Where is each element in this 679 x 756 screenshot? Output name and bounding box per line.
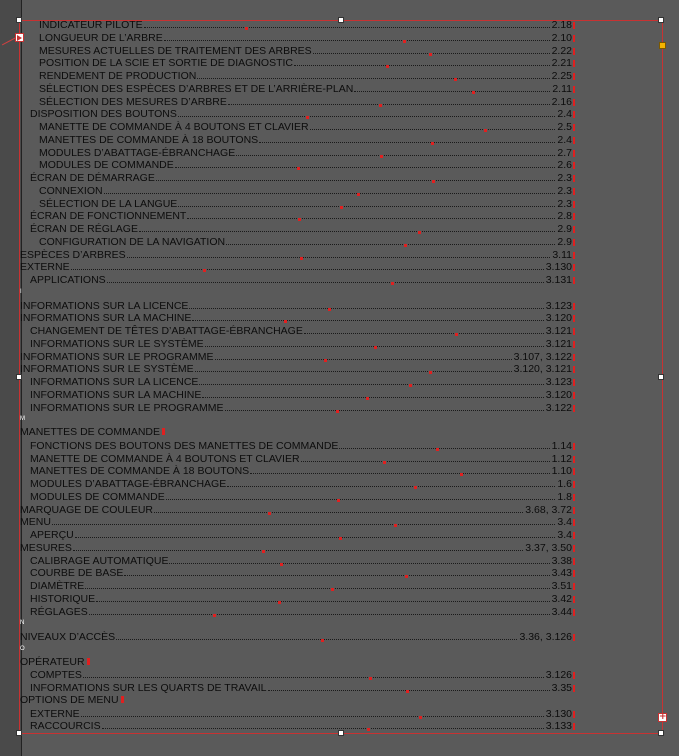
- index-entry-label: INFORMATIONS SUR LE PROGRAMME: [30, 401, 224, 414]
- index-entry-page: 2.3: [557, 172, 575, 184]
- dot-leader: [197, 78, 549, 79]
- dot-leader: [175, 167, 556, 168]
- index-entry: [20, 375, 575, 388]
- index-entry: [20, 592, 575, 605]
- index-entry: [20, 311, 575, 324]
- index-entry-page: 2.8: [557, 210, 575, 222]
- index-entry: [20, 171, 575, 184]
- index-entry-page: 2.7: [557, 147, 575, 159]
- index-entry-page: 3.35: [552, 682, 575, 694]
- index-entry: [20, 630, 575, 643]
- index-entry-page: 3.44: [552, 606, 575, 618]
- index-entry: [20, 528, 575, 541]
- index-entry-page: 2.22: [552, 45, 575, 57]
- index-entry-label: ESPÈCES D’ARBRES: [20, 248, 126, 261]
- dot-leader: [259, 142, 555, 143]
- index-entry-page: 3.133: [546, 720, 575, 732]
- dot-leader: [102, 728, 544, 729]
- dot-leader: [215, 359, 512, 360]
- dot-leader: [313, 53, 550, 54]
- index-entry-label: INFORMATIONS SUR LA LICENCE: [30, 376, 199, 388]
- dot-leader: [75, 537, 556, 538]
- index-section-letter: N: [20, 620, 25, 627]
- dot-leader: [154, 512, 523, 513]
- index-entry: [20, 541, 575, 554]
- index-entry-label: APERÇU: [30, 529, 74, 541]
- dot-leader: [294, 65, 550, 66]
- index-entry-label: HISTORIQUE: [30, 592, 96, 605]
- index-entry-page: 3.37, 3.50: [525, 542, 575, 554]
- index-entry-label: FONCTIONS DES BOUTONS DES MANETTES DE COMMANDE: [30, 439, 339, 452]
- dot-leader: [192, 320, 543, 321]
- index-entry-label: NIVEAUX D’ACCÈS: [20, 631, 116, 643]
- index-entry-page: 2.10: [552, 32, 575, 44]
- index-entry-label: RÉGLAGES: [30, 605, 88, 618]
- index-heading: OPÉRATEUR: [20, 656, 90, 668]
- index-entry: [20, 95, 575, 108]
- index-entry-page: 2.5: [557, 121, 575, 133]
- dot-leader: [73, 550, 523, 551]
- index-entry-page: 2.16: [552, 96, 575, 108]
- dot-leader: [178, 206, 555, 207]
- index-entry-label: COURBE DE BASE: [30, 567, 124, 580]
- dot-leader: [195, 371, 512, 372]
- index-entry: [20, 197, 575, 210]
- dot-leader: [83, 677, 544, 678]
- index-entry-page: 3.123: [546, 376, 575, 388]
- index-entry: [20, 69, 575, 82]
- frame-handle-bottom-right[interactable]: [658, 730, 664, 736]
- index-entry-label: MANETTES DE COMMANDE À 18 BOUTONS: [39, 133, 259, 146]
- dot-leader: [144, 27, 550, 28]
- dot-leader: [202, 397, 543, 398]
- dot-leader: [124, 575, 549, 576]
- index-entry: [20, 184, 575, 197]
- dot-leader: [169, 563, 549, 564]
- index-entry-page: 1.12: [552, 453, 575, 465]
- dot-leader: [116, 639, 517, 640]
- index-entry-page: 3.42: [552, 593, 575, 605]
- index-entry-page: 3.130: [546, 708, 575, 720]
- dot-leader: [187, 218, 555, 219]
- index-entry-label: INFORMATIONS SUR LA MACHINE: [30, 388, 202, 401]
- index-entry: [20, 299, 575, 312]
- index-entry-label: INFORMATIONS SUR LES QUARTS DE TRAVAIL: [30, 682, 267, 694]
- dot-leader: [166, 499, 556, 500]
- index-entry-page: 2.11: [552, 83, 575, 95]
- dot-leader: [81, 716, 544, 717]
- index-entry-label: POSITION DE LA SCIE ET SORTIE DE DIAGNOSTIC: [39, 57, 293, 70]
- index-entry-label: SÉLECTION DES MESURES D’ARBRE: [39, 95, 227, 108]
- index-entry: [20, 452, 575, 465]
- index-entry: [20, 401, 575, 414]
- index-entry: [20, 439, 575, 452]
- dot-leader: [156, 180, 556, 181]
- index-entry: [20, 464, 575, 477]
- dot-leader: [71, 269, 544, 270]
- index-entry-label: INFORMATIONS SUR LE SYSTÈME: [30, 337, 204, 350]
- index-entry-label: APPLICATIONS: [30, 274, 106, 286]
- index-entry-label: RENDEMENT DE PRODUCTION: [39, 70, 197, 82]
- index-entry: [20, 477, 575, 490]
- index-entry-label: CALIBRAGE AUTOMATIQUE: [30, 554, 169, 567]
- index-entry-page: 2.6: [557, 159, 575, 171]
- dot-leader: [199, 384, 543, 385]
- index-entry-page: 2.25: [552, 70, 575, 82]
- index-entry-label: DISPOSITION DES BOUTONS: [30, 108, 177, 121]
- index-entry-label: CONFIGURATION DE LA NAVIGATION: [39, 235, 226, 248]
- index-entry-page: 2.3: [557, 198, 575, 210]
- index-entry-page: 2.4: [557, 108, 575, 120]
- index-entry-label: ÉCRAN DE RÉGLAGE: [30, 223, 138, 235]
- index-entry-label: INFORMATIONS SUR LA LICENCE: [20, 299, 189, 312]
- index-entry: [20, 554, 575, 567]
- index-section-letter: M: [20, 416, 25, 423]
- index-entry-page: 3.43: [552, 567, 575, 579]
- index-entry-label: INDICATEUR PILOTE: [39, 19, 143, 31]
- index-entry-label: MARQUAGE DE COULEUR: [20, 503, 154, 516]
- index-entry-page: 3.11: [552, 249, 575, 261]
- index-entry-label: LONGUEUR DE L’ARBRE: [39, 31, 163, 44]
- index-entry: [20, 324, 575, 337]
- index-entry-label: SÉLECTION DES ESPÈCES D’ARBRES ET DE L’ARRIÈRE-PLAN: [39, 82, 354, 95]
- index-entry-page: 3.4: [557, 529, 575, 541]
- index-entry-label: MODULES DE COMMANDE: [39, 159, 174, 172]
- index-entry-page: 3.131: [546, 274, 575, 286]
- index-entry-label: EXTERNE: [30, 707, 80, 720]
- index-entry: [20, 146, 575, 159]
- dot-leader: [339, 448, 549, 449]
- index-entry-label: RACCOURCIS: [30, 720, 101, 733]
- index-entry-page: 2.3: [557, 185, 575, 197]
- index-entry-label: MANETTE DE COMMANDE À 4 BOUTONS ET CLAVIER: [39, 121, 309, 133]
- dot-leader: [104, 193, 556, 194]
- index-entry-page: 2.18: [552, 19, 575, 31]
- dot-leader: [236, 155, 555, 156]
- index-entry-label: CHANGEMENT DE TÊTES D’ABATTAGE-ÉBRANCHAGE: [30, 325, 303, 337]
- dot-leader: [227, 486, 555, 487]
- dot-leader: [228, 104, 550, 105]
- index-entry: [20, 31, 575, 44]
- index-entry-label: COMPTES: [30, 669, 82, 682]
- dot-leader: [164, 40, 550, 41]
- dot-leader: [189, 308, 543, 309]
- index-entry-page: 3.130: [546, 261, 575, 273]
- index-entry-page: 1.8: [557, 491, 575, 503]
- index-entry-page: 3.121: [546, 338, 575, 350]
- index-entry-label: INFORMATIONS SUR LA MACHINE: [20, 312, 192, 325]
- index-entry-label: INFORMATIONS SUR LE SYSTÈME: [20, 363, 194, 376]
- index-entry: [20, 337, 575, 350]
- index-entry-label: MODULES D’ABATTAGE-ÉBRANCHAGE: [39, 146, 236, 159]
- index-section-letter: I: [20, 288, 22, 295]
- dot-leader: [127, 257, 551, 258]
- index-entry: [20, 44, 575, 57]
- index-entry: [20, 235, 575, 248]
- frame-handle-middle-right[interactable]: [658, 374, 664, 380]
- frame-handle-top-right[interactable]: [658, 17, 664, 23]
- index-entry-page: 3.120, 3.121: [514, 363, 575, 375]
- index-entry: [20, 260, 575, 273]
- dot-leader: [85, 588, 549, 589]
- index-entry-page: 2.9: [557, 223, 575, 235]
- index-entry: [20, 222, 575, 235]
- index-entry-page: 1.14: [552, 440, 575, 452]
- dot-leader: [250, 473, 549, 474]
- index-entry-label: ÉCRAN DE FONCTIONNEMENT: [30, 210, 187, 223]
- index-entry: [20, 273, 575, 286]
- index-entry-label: MANETTE DE COMMANDE À 4 BOUTONS ET CLAVIER: [30, 452, 300, 465]
- index-entry-page: 3.4: [557, 516, 575, 528]
- index-entry: [20, 605, 575, 618]
- index-entry-page: 3.51: [552, 580, 575, 592]
- index-entry: [20, 158, 575, 171]
- index-entry-label: ÉCRAN DE DÉMARRAGE: [30, 172, 155, 184]
- index-entry-page: 3.122: [546, 402, 575, 414]
- index-entry: [20, 350, 575, 363]
- index-entry: [20, 503, 575, 516]
- index-entry: [20, 388, 575, 401]
- dot-leader: [107, 282, 544, 283]
- index-entry-label: MESURES ACTUELLES DE TRAITEMENT DES ARBRES: [39, 44, 312, 57]
- index-entry: [20, 579, 575, 592]
- index-entry-page: 3.36, 3.126: [519, 631, 575, 643]
- index-entry-label: SÉLECTION DE LA LANGUE: [39, 197, 178, 210]
- index-entry-page: 3.123: [546, 300, 575, 312]
- index-entry: [20, 362, 575, 375]
- index-entry-page: 3.121: [546, 325, 575, 337]
- index-entry-page: 3.120: [546, 389, 575, 401]
- index-entry-page: 1.10: [552, 465, 575, 477]
- index-heading: MANETTES DE COMMANDE: [20, 426, 165, 438]
- index-entry-page: 2.21: [552, 57, 575, 69]
- index-entry-page: 3.38: [552, 555, 575, 567]
- dot-leader: [139, 231, 555, 232]
- dot-leader: [304, 333, 544, 334]
- index-entry-page: 3.126: [546, 669, 575, 681]
- index-entry-label: MESURES: [20, 541, 72, 554]
- index-entry: [20, 18, 575, 31]
- index-entry: [20, 668, 575, 681]
- index-section-letter: O: [20, 645, 25, 652]
- dot-leader: [268, 690, 550, 691]
- index-entry: [20, 681, 575, 694]
- dot-leader: [89, 614, 550, 615]
- index-entry: [20, 515, 575, 528]
- index-entry-label: CONNEXION: [39, 184, 103, 197]
- index-entry: [20, 107, 575, 120]
- index-entry-label: MODULES D’ABATTAGE-ÉBRANCHAGE: [30, 478, 227, 490]
- index-entry: [20, 490, 575, 503]
- index-entry-label: EXTERNE: [20, 261, 70, 274]
- dot-leader: [301, 461, 550, 462]
- index-entry-label: DIAMÈTRE: [30, 580, 85, 592]
- index-entry-page: 2.4: [557, 134, 575, 146]
- index-entry-page: 2.9: [557, 236, 575, 248]
- index-entry-page: 3.68, 3.72: [525, 504, 575, 516]
- index-entry-label: MANETTES DE COMMANDE À 18 BOUTONS: [30, 465, 250, 478]
- index-entry: [20, 209, 575, 222]
- index-heading: OPTIONS DE MENU: [20, 694, 124, 706]
- index-entry-label: INFORMATIONS SUR LE PROGRAMME: [20, 350, 214, 363]
- dot-leader: [310, 129, 556, 130]
- yellow-warning-marker-icon[interactable]: [659, 42, 666, 49]
- dot-leader: [226, 244, 555, 245]
- index-entry: [20, 566, 575, 579]
- index-entry-page: 1.6: [557, 478, 575, 490]
- index-entry-page: 3.107, 3.122: [514, 351, 575, 363]
- dot-leader: [205, 346, 544, 347]
- dot-leader: [96, 601, 549, 602]
- index-entry: [20, 719, 575, 732]
- dot-leader: [354, 91, 550, 92]
- index-entry: [20, 120, 575, 133]
- index-entry-label: MODULES DE COMMANDE: [30, 490, 165, 503]
- index-entry: [20, 248, 575, 261]
- index-entry: [20, 707, 575, 720]
- dot-leader: [52, 524, 555, 525]
- index-entry-label: MENU: [20, 516, 51, 529]
- dot-leader: [225, 410, 544, 411]
- overset-text-plus-icon[interactable]: +: [659, 712, 667, 722]
- index-entry-page: 3.120: [546, 312, 575, 324]
- index-entry: [20, 82, 575, 95]
- index-entry: [20, 133, 575, 146]
- dot-leader: [178, 116, 556, 117]
- index-entry: [20, 56, 575, 69]
